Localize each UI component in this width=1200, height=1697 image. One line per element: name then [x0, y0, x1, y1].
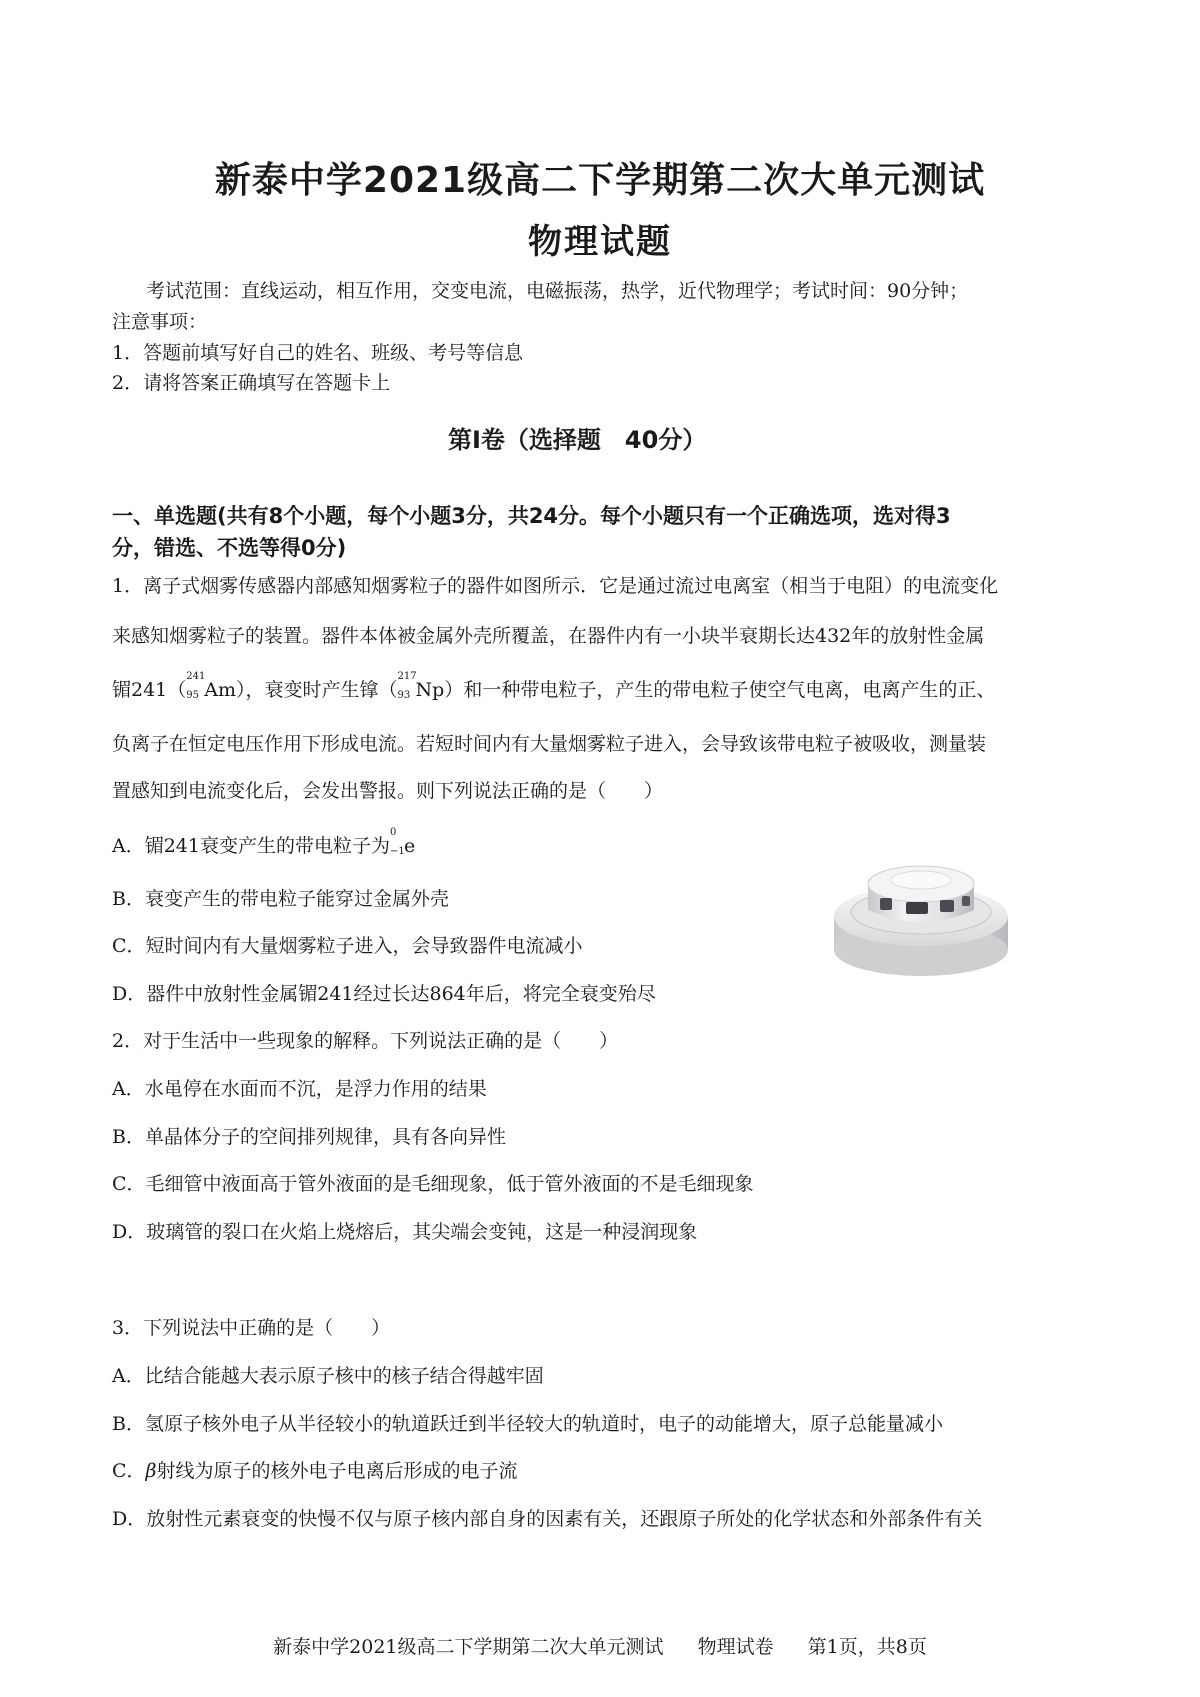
electron-symbol: 0 −1 e — [390, 827, 416, 857]
footer-page-number: 第1页，共8页 — [807, 1636, 927, 1658]
part-title: 第I卷（选择题 40分） — [448, 426, 707, 454]
q1-option-b: B．衰变产生的带电粒子能穿过金属外壳 — [112, 888, 449, 910]
q2-option-b: B．单晶体分子的空间排列规律，具有各向异性 — [112, 1126, 506, 1148]
q3-option-c: C．β射线为原子的核外电子电离后形成的电子流 — [112, 1460, 518, 1482]
q2-option-d: D．玻璃管的裂口在火焰上烧熔后，其尖端会变钝，这是一种浸润现象 — [112, 1221, 698, 1243]
americium-nuclide: 241 95 Am — [186, 671, 237, 701]
neptunium-nuclide: 217 93 Np — [397, 671, 445, 701]
section-heading-line-1: 一、单选题(共有8个小题，每个小题3分，共24分。每个小题只有一个正确选项，选对得3 — [112, 504, 951, 528]
q1-stem-line-1: 1．离子式烟雾传感器内部感知烟雾粒子的器件如图所示．它是通过流过电离室（相当于电阻）的电流变化 — [112, 575, 999, 597]
footer-paper: 物理试卷 — [697, 1636, 774, 1658]
exam-title: 新泰中学2021级高二下学期第二次大单元测试 — [214, 160, 986, 201]
note-item-1: 1．答题前填写好自己的姓名、班级、考号等信息 — [112, 342, 524, 364]
smoke-detector-icon — [828, 838, 1014, 994]
q1-option-d: D．器件中放射性金属镅241经过长达864年后，将完全衰变殆尽 — [112, 983, 656, 1005]
q3-stem: 3．下列说法中正确的是（ ） — [112, 1317, 391, 1339]
q3-option-d: D．放射性元素衰变的快慢不仅与原子核内部自身的因素有关，还跟原子所处的化学状态和外部条件有关 — [112, 1508, 983, 1530]
q1-stem-line-4: 负离子在恒定电压作用下形成电流。若短时间内有大量烟雾粒子进入，会导致该带电粒子被吸收，测量装 — [112, 733, 987, 755]
footer-exam-name: 新泰中学2021级高二下学期第二次大单元测试 — [273, 1636, 664, 1658]
q1-line-3-part-c: ）和一种带电粒子，产生的带电粒子使空气电离，电离产生的正、 — [444, 679, 996, 701]
section-heading-line-2: 分，错选、不选等得0分) — [112, 536, 347, 560]
exam-subtitle: 物理试题 — [528, 222, 672, 262]
q3-option-b: B．氢原子核外电子从半径较小的轨道跃迁到半径较大的轨道时，电子的动能增大，原子总能量减小 — [112, 1413, 943, 1435]
q2-stem: 2．对于生活中一些现象的解释。下列说法正确的是（ ） — [112, 1030, 619, 1052]
beta-symbol: β — [145, 1460, 157, 1482]
notes-label: 注意事项： — [112, 311, 208, 333]
exam-scope: 考试范围：直线运动，相互作用，交变电流，电磁振荡，热学，近代物理学；考试时间：90分钟； — [146, 280, 969, 302]
q2-option-a: A．水黾停在水面而不沉，是浮力作用的结果 — [112, 1078, 487, 1100]
q3-option-a: A．比结合能越大表示原子核中的核子结合得越牢固 — [112, 1365, 544, 1387]
q1-option-a: A．镅241衰变产生的带电粒子为 0 −1 e — [112, 827, 416, 857]
q2-option-c: C．毛细管中液面高于管外液面的是毛细现象，低于管外液面的不是毛细现象 — [112, 1173, 754, 1195]
note-item-2: 2．请将答案正确填写在答题卡上 — [112, 372, 391, 394]
q1-stem-line-3 — [112, 671, 996, 701]
q1-line-3-part-a: 镅241（ — [112, 679, 187, 701]
q1-stem-line-5: 置感知到电流变化后，会发出警报。则下列说法正确的是（ ） — [112, 780, 664, 802]
q1-option-c: C．短时间内有大量烟雾粒子进入，会导致器件电流减小 — [112, 935, 583, 957]
q1-line-3-part-b: ），衰变时产生镎（ — [236, 679, 398, 701]
q1-stem-line-2: 来感知烟雾粒子的装置。器件本体被金属外壳所覆盖，在器件内有一小块半衰期长达432年的放射性金属 — [112, 625, 985, 647]
page-footer — [0, 1632, 1200, 1659]
